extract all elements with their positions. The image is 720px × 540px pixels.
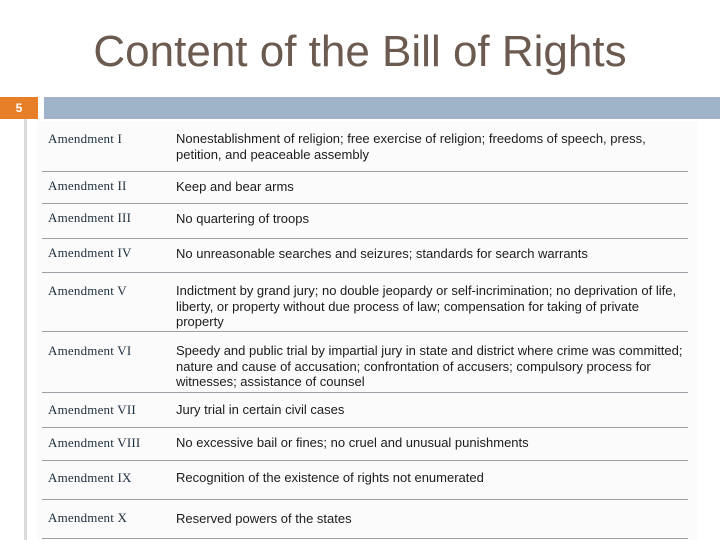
amendment-content: No quartering of troops	[176, 211, 309, 226]
table-row	[42, 273, 688, 332]
table-row	[42, 126, 688, 172]
amendment-label: Amendment VI	[48, 343, 132, 358]
amendment-content: Indictment by grand jury; no double jeopardy or self-incrimination; no deprivation of life, liberty, or property without due process of law; compensation for taking of private property	[176, 283, 677, 329]
table-row	[42, 393, 688, 428]
decorative-stripe	[24, 119, 27, 540]
slide-title: Content of the Bill of Rights	[93, 27, 627, 76]
amendment-label: Amendment IV	[48, 245, 132, 260]
amendment-content: No unreasonable searches and seizures; standards for search warrants	[176, 246, 588, 261]
amendment-label: Amendment V	[48, 283, 127, 298]
header-bar	[44, 97, 720, 119]
amendment-content: Jury trial in certain civil cases	[176, 402, 345, 417]
amendment-label: Amendment I	[48, 131, 123, 146]
amendment-content: Recognition of the existence of rights not enumerated	[176, 470, 484, 485]
table-row	[42, 332, 688, 393]
table-row	[42, 239, 688, 273]
amendment-content: Speedy and public trial by impartial jury in state and district where crime was committed; nature and cause of accusation; confrontation of accusers; compulsory process for witnesses; assistance of counsel	[176, 343, 683, 389]
amendment-label: Amendment IX	[48, 470, 132, 485]
amendment-content: Reserved powers of the states	[176, 511, 352, 526]
table-row	[42, 461, 688, 500]
page-number-badge: 5	[0, 97, 38, 119]
amendment-label: Amendment III	[48, 210, 132, 225]
table-row	[42, 204, 688, 239]
amendment-label: Amendment X	[48, 510, 128, 525]
amendment-label: Amendment VII	[48, 402, 136, 417]
table-row	[42, 428, 688, 461]
amendment-content: No excessive bail or fines; no cruel and unusual punishments	[176, 435, 529, 450]
amendment-content: Nonestablishment of religion; free exercise of religion; freedoms of speech, press, petition, and peaceable assembly	[176, 131, 646, 162]
table-row	[42, 500, 688, 539]
amendment-content: Keep and bear arms	[176, 179, 294, 194]
amendment-label: Amendment II	[48, 178, 127, 193]
amendment-label: Amendment VIII	[48, 435, 141, 450]
table-row	[42, 172, 688, 204]
